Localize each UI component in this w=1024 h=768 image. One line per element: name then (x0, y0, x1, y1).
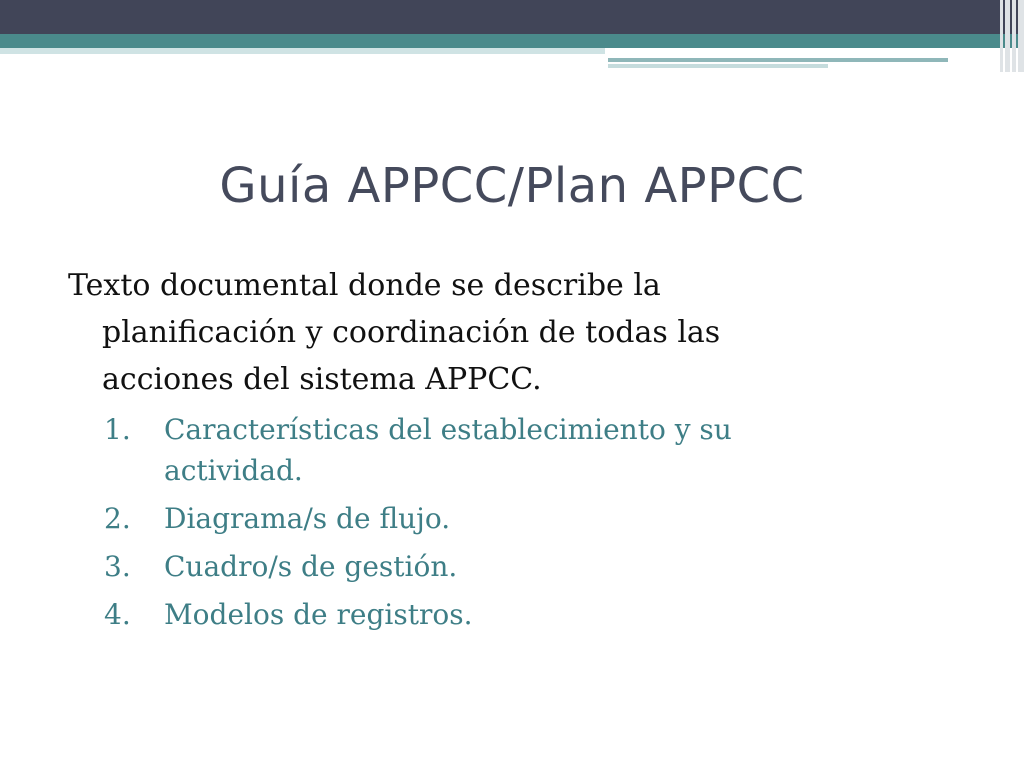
list-item (68, 409, 848, 491)
header-strip-pale (608, 64, 828, 68)
list-item (68, 594, 848, 635)
list-item (68, 498, 848, 539)
list-item-number: 1. (104, 413, 131, 446)
header-band-light (0, 48, 605, 54)
list-item-number: 3. (104, 550, 131, 583)
list-item-number: 4. (104, 598, 131, 631)
list-item-text: Cuadro/s de gestión. (164, 550, 458, 583)
header-band-teal (0, 34, 1024, 48)
slide-body (68, 262, 848, 642)
header-band-dark (0, 0, 1024, 34)
header-corner-lines (994, 0, 1024, 72)
list-item-text: Modelos de registros. (164, 598, 473, 631)
list-item-text: Características del establecimiento y su actividad. (164, 413, 732, 487)
intro-text: Texto documental donde se describe la planificación y coordinación de todas las acciones del sistema APPCC. (68, 268, 721, 397)
numbered-list (68, 409, 848, 635)
list-item-number: 2. (104, 502, 131, 535)
slide-title: Guía APPCC/Plan APPCC (219, 158, 805, 214)
header-strip-white (605, 48, 995, 56)
list-item-text: Diagrama/s de flujo. (164, 502, 451, 535)
header-strip-teal (608, 58, 948, 62)
list-item (68, 546, 848, 587)
